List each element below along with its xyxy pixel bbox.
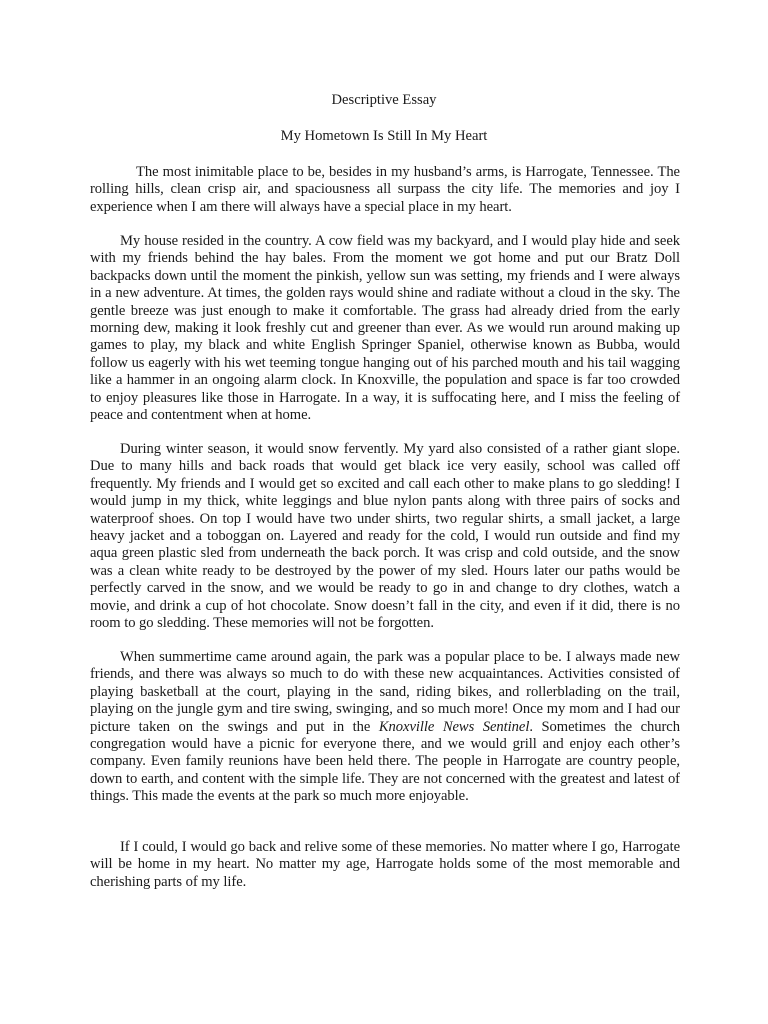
essay-type-heading: Descriptive Essay [331, 92, 437, 108]
paragraph-2: My house resided in the country. A cow field was my backyard, and I would play hide and seek with my friends behind the hay bales. From the moment we got home and put our Bratz Doll backpacks down until the moment the pinkish, yellow sun was setting, my friends and I were always in a new adventure. At times, the golden rays would shine and radiate without a cloud in the sky. The gentle breeze was just enough to make it comfortable. The grass had already dried from the early morning dew, making it look freshly cut and greener than ever. As we would run around making up games to play, my black and white English Springer Spaniel, otherwise known as Bubba, would follow us eagerly with his wet teeming tongue hanging out of his parched mouth and his tail wagging like a hammer in an ongoing alarm clock. In Knoxville, the population and space is far too crowded to enjoy pleasures like those in Harrogate. In a way, it is suffocating here, and I miss the feeling of peace and contentment when at home. [90, 233, 680, 424]
paragraph-3: During winter season, it would snow fervently. My yard also consisted of a rather giant slope. Due to many hills and back roads that would get black ice very easily, school was called off frequently. My friends and I would get so excited and call each other to make plans to go sledding! I would jump in my thick, white leggings and blue nylon pants along with three pairs of socks and waterproof shoes. On top I would have two under shirts, two regular shirts, a small jacket, a large heavy jacket and a toboggan on. Layered and ready for the cold, I would run outside and find my aqua green plastic sled from underneath the back porch. It was crisp and cold outside, and the snow was a clean white ready to be destroyed by the power of my sled. Hours later our paths would be perfectly carved in the snow, and we would be ready to go in and change to dry clothes, watch a movie, and drink a cup of hot chocolate. Snow doesn’t fall in the city, and even if it did, there is no room to go sledding. These memories will not be forgotten. [90, 441, 680, 632]
paragraph-5: If I could, I would go back and relive some of these memories. No matter where I go, Harrogate will be home in my heart. No matter my age, Harrogate holds some of the most memorable and cherishing parts of my life. [90, 839, 680, 890]
paragraph-4 [90, 649, 680, 806]
paragraph-4-text-start: When summertime came around again, the park was a popular place to be. I always made new friends, and there was always so much to do with these new acquaintances. Activities consisted of playing basketball at the court, playing in the sand, riding bikes, and rollerblading on the trail, playing on the jungle gym and tire swing, swinging, and so much more! Once my mom and I had our picture taken on the swings and put in the [90, 649, 680, 735]
newspaper-name: Knoxville News Sentinel [378, 718, 530, 735]
essay-title: My Hometown Is Still In My Heart [280, 128, 488, 144]
paragraph-1: The most inimitable place to be, besides in my husband’s arms, is Harrogate, Tennessee. The rolling hills, clean crisp air, and spaciousness all surpass the city life. The memories and joy I experience when I am there will always have a special place in my heart. [90, 164, 680, 215]
paragraph-4-text-end: . Sometimes the church congregation would have a picnic for everyone there, and we would grill and enjoy each other’s company. Even family reunions have been held there. The people in Harrogate are country people, down to earth, and content with the simple life. They are not concerned with the greatest and latest of things. This made the events at the park so much more enjoyable. [90, 718, 680, 805]
